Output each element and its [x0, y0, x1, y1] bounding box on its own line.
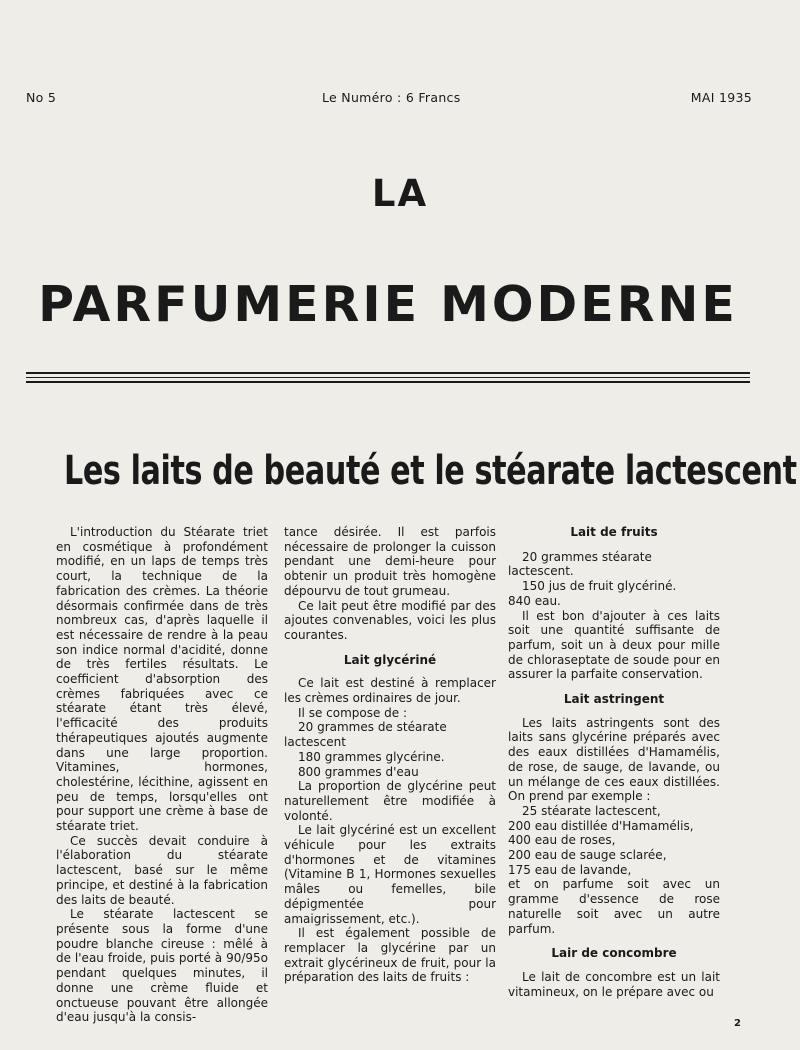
recipe-item: 200 eau distillée d'Hamamélis, [508, 818, 694, 833]
section-heading-lait-glycerine: Lait glycériné [343, 652, 437, 667]
page-header [26, 90, 752, 110]
article-column-3 [508, 525, 720, 999]
recipe-item: 20 grammes stéarate lactescent. [508, 549, 652, 579]
masthead-line-2: PARFUMERIE MODERNE [38, 276, 738, 333]
paragraph: La proportion de glycérine peut naturellement être modifiée à volonté. [284, 779, 496, 823]
paragraph: L'introduction du Stéarate triet en cosmétique à profondément modifié, en un laps de temps très court, la technique de la fabrication des crèmes. La théorie désormais confirmée dans de très nombreux cas, d'après laquelle il est nécessaire de rendre à la peau son indice normal d'acidité, donne de très fertiles résultats. Le coefficient d'absorption des crèmes fabriquées avec ce stéarate étant très élevé, l'efficacité des produits thérapeutiques ajoutés augmente dans une large proportion. Vitamines, hormones, cholestérine, lécithine, agissent en peu de temps, lorsqu'elles ont pour support une crème à base de stéarate triet. [56, 525, 268, 834]
masthead-rule-bottom [26, 381, 750, 383]
section-heading-lait-de-fruits: Lait de fruits [570, 525, 658, 539]
paragraph: tance désirée. Il est parfois nécessaire de prolonger la cuisson pendant une demi-heure pour obtenir un produit très homogène dépourvu de tout grumeau. [284, 525, 496, 598]
paragraph: Ce lait est destiné à remplacer les crèmes ordinaires de jour. [284, 676, 496, 706]
issue-number: No 5 [26, 90, 57, 105]
paragraph: Les laits astringents sont des laits sans glycérine préparés avec des eaux distillées d'Hamamélis, de rose, de sauge, de lavande, ou un mélange de ces eaux distillées. On prend par exemple : [508, 715, 720, 804]
masthead-line-1: LA [371, 172, 429, 215]
paragraph: Il se compose de : [298, 705, 408, 720]
masthead-rule-middle [26, 377, 750, 378]
paragraph: et on parfume soit avec un gramme d'essence de rose naturelle soit avec un autre parfum. [508, 877, 720, 936]
paragraph: Il est bon d'ajouter à ces laits soit une quantité suffisante de parfum, soit un à deux pour mille de chloraseptate de soude pour en assurer la parfaite conservation. [508, 608, 720, 682]
recipe-item: 175 eau de lavande, [508, 862, 632, 877]
page-number: 2 [734, 1018, 741, 1029]
paragraph: Le lait glycériné est un excellent véhicule pour les extraits d'hormones et de vitamines (Vitamine B 1, Hormones sexuelles mâles ou femelles, bile dépigmentée pour amaigrissement, etc.). [284, 823, 496, 926]
paragraph: Il est également possible de remplacer la glycérine par un extrait glycérineux de fruit, pour la préparation des laits de fruits : [284, 926, 496, 985]
recipe-item: 400 eau de roses, [508, 833, 616, 848]
paragraph: Le lait de concombre est un lait vitamineux, on le prépare avec ou [508, 969, 720, 999]
recipe-item: 25 stéarate lactescent, [522, 803, 661, 818]
recipe-item: 180 grammes glycérine. [298, 749, 445, 764]
article-column-2 [284, 525, 496, 985]
recipe-item: 200 eau de sauge sclarée, [508, 848, 667, 863]
section-heading-lait-astringent: Lait astringent [563, 692, 665, 707]
paragraph: Ce lait peut être modifié par des ajoutes convenables, voici les plus courantes. [284, 598, 496, 642]
paragraph: Le stéarate lactescent se présente sous la forme d'une poudre blanche cireuse : mêlé à de l'eau froide, puis porté à 90/95o pendant quelques minutes, il donne une crème fluide et onctueuse pouvant être allongée d'eau jusqu'à la consis- [56, 907, 268, 1025]
masthead-rule-top [26, 372, 750, 374]
article-title: Les laits de beauté et le stéarate lactescent [64, 448, 797, 494]
section-heading-lait-de-concombre: Lair de concombre [551, 946, 677, 961]
paragraph: Ce succès devait conduire à l'élaboration du stéarate lactescent, basé sur le même principe, et destiné à la fabrication des laits de beauté. [56, 833, 268, 907]
issue-price: Le Numéro : 6 Francs [322, 90, 461, 105]
recipe-item: 20 grammes de stéarate lactescent [284, 720, 447, 750]
recipe-item: 800 grammes d'eau [298, 764, 419, 779]
recipe-item: 150 jus de fruit glycériné. [522, 579, 677, 594]
issue-date: MAI 1935 [690, 90, 752, 105]
recipe-item: 840 eau. [508, 593, 561, 608]
article-column-1 [56, 525, 268, 1025]
